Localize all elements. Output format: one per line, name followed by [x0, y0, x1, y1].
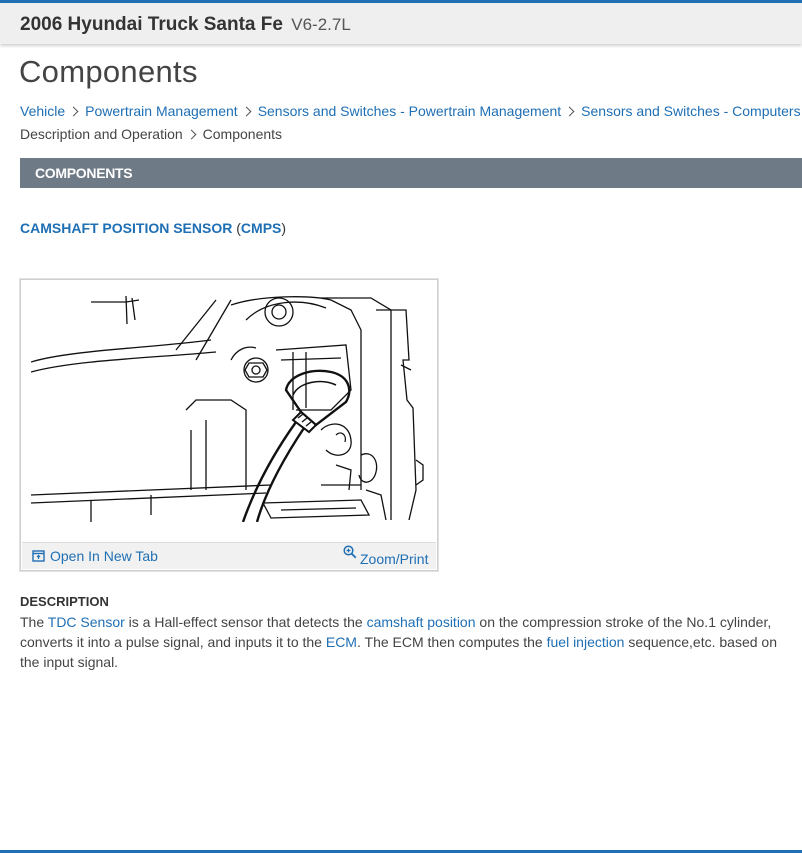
camshaft-sensor-diagram[interactable]	[31, 290, 429, 522]
zoom-in-icon	[343, 545, 357, 559]
component-heading	[20, 220, 286, 236]
breadcrumb	[20, 100, 802, 146]
breadcrumb-sensors-switches-powertrain[interactable]: Sensors and Switches - Powertrain Management	[257, 103, 562, 119]
zoom-print-button[interactable]	[343, 545, 429, 567]
chevron-right-icon	[69, 107, 79, 117]
component-open-paren: (	[236, 220, 241, 236]
figure-toolbar	[22, 542, 436, 569]
open-tab-icon	[32, 550, 45, 562]
vehicle-title	[20, 14, 351, 36]
description-text: is a Hall-effect sensor that detects the	[124, 614, 367, 630]
vehicle-name: 2006 Hyundai Truck Santa Fe	[20, 14, 283, 35]
description-paragraph	[20, 612, 794, 672]
ecm-link[interactable]: ECM	[325, 634, 357, 650]
fuel-injection-link[interactable]: fuel injection	[546, 634, 625, 650]
tdc-sensor-link[interactable]: TDC Sensor	[47, 614, 125, 630]
vehicle-engine: V6-2.7L	[291, 15, 351, 34]
breadcrumb-sensors-switches-computers[interactable]: Sensors and Switches - Computers	[581, 103, 801, 119]
breadcrumb-powertrain-management[interactable]: Powertrain Management	[85, 103, 238, 119]
vehicle-header	[0, 0, 802, 44]
page-title: Components	[19, 54, 198, 89]
breadcrumb-description-operation[interactable]: Description and Operation	[20, 126, 183, 142]
component-figure	[20, 279, 438, 571]
description-text: sequence,etc. based on the input signal.	[20, 634, 777, 670]
bottom-divider	[0, 850, 802, 853]
camshaft-position-link[interactable]: camshaft position	[366, 614, 476, 630]
section-title: COMPONENTS	[35, 165, 133, 181]
component-close-paren: )	[281, 220, 287, 236]
breadcrumb-vehicle[interactable]: Vehicle	[20, 103, 66, 119]
description-text: . The ECM then computes the	[356, 634, 547, 650]
open-in-new-tab-button[interactable]	[32, 548, 158, 564]
component-name: CAMSHAFT POSITION SENSOR	[20, 220, 233, 236]
description-text: The	[20, 614, 48, 630]
component-abbreviation-link[interactable]: CMPS	[240, 220, 282, 236]
zoom-print-label: Zoom/Print	[360, 551, 429, 567]
chevron-right-icon	[186, 130, 196, 140]
open-in-new-tab-label: Open In New Tab	[50, 548, 158, 564]
chevron-right-icon	[241, 107, 251, 117]
section-header	[20, 158, 802, 188]
breadcrumb-current: Components	[202, 126, 283, 142]
chevron-right-icon	[565, 107, 575, 117]
description-heading: DESCRIPTION	[20, 594, 109, 609]
description-text: on the compression stroke of the No.1 cylinder, converts it into a pulse signal, and inputs it to the	[20, 614, 772, 650]
